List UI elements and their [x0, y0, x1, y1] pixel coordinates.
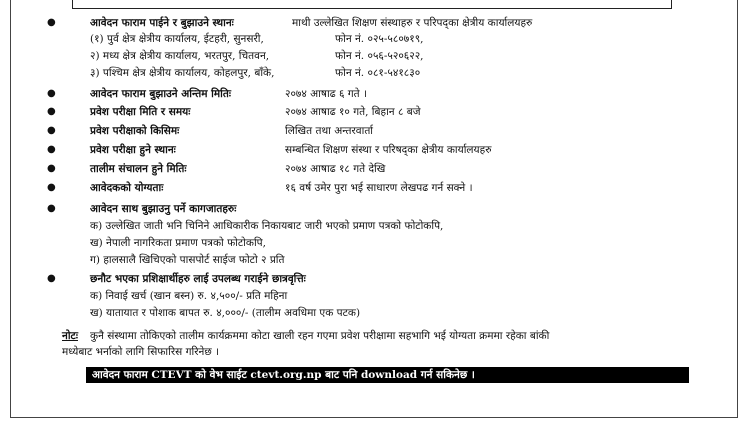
- download-banner: आवेदन फाराम CTEVT को वेभ साईट ctevt.org.np बाट पनि download गर्न सकिनेछ ।: [86, 367, 689, 383]
- item-value: माथी उल्लेखित शिक्षण संस्थाहरु र परिपद्का क्षेत्रीय कार्यालयहरु: [292, 17, 533, 29]
- bullet: ●: [47, 163, 56, 174]
- document-text: क) उल्लेखित जाती भनि चिनिने आधिकारीक निकायबाट जारी भएको प्रमाण पत्रको फोटोकपि,: [90, 220, 444, 232]
- document-text: ग) हालसालै खिचिएको पासपोर्ट साईज फोटो २ प्रति: [90, 254, 285, 266]
- item-label: छनौट भएका प्रशिक्षार्थीहरु लाई उपलब्ध गराईने छात्रवृत्तिः: [90, 273, 306, 285]
- item-label: प्रवेश परीक्षा मिति र समयः: [90, 106, 191, 118]
- scholarship-text: ख) यातायात र पोशाक बापत रु. ४,०००/- (तालीम अवधिमा एक पटक): [90, 307, 361, 319]
- office-phone: फोन नं. ०५६-५२०६२२,: [335, 50, 424, 62]
- table-edge: [72, 0, 672, 9]
- document-text: ख) नेपाली नागरिकता प्रमाण पत्रको फोटोकपि,: [90, 237, 266, 249]
- office-phone: फोन नं. ०८१-५४१८३०: [335, 67, 421, 79]
- item-label: आवेदन फाराम पाईने र बुझाउने स्थानः: [90, 17, 234, 29]
- note-text: कुनै संस्थामा तोकिएको तालीम कार्यक्रममा कोटा खाली रहन गएमा प्रवेश परीक्षामा सहभागि भई योग्यता क्रममा रहेका बांकी: [90, 330, 550, 342]
- note-text: मध्येबाट भर्नाको लागि सिफारिस गरिनेछ ।: [62, 346, 220, 358]
- item-label: आवेदन फाराम बुझाउने अन्तिम मितिः: [90, 88, 231, 100]
- item-value: २०७४ आषाढ १० गते, बिहान ८ बजे: [285, 106, 421, 118]
- item-label: आवेदन साथ बुझाउनु पर्ने कागजातहरुः: [90, 203, 237, 215]
- office-name: २) मध्य क्षेत्र क्षेत्रीय कार्यालय, भरतपुर, चितवन,: [90, 50, 270, 62]
- bullet: ●: [47, 17, 56, 28]
- item-value: सम्बन्धित शिक्षण संस्था र परिषद्का क्षेत्रीय कार्यालयहरु: [285, 144, 492, 156]
- item-value: लिखित तथा अन्तरवार्ता: [285, 125, 374, 137]
- office-name: (१) पुर्व क्षेत्र क्षेत्रीय कार्यालय, ईटहरी, सुनसरी,: [90, 33, 264, 45]
- item-value: २०७४ आषाढ १८ गते देखि: [285, 163, 386, 175]
- item-label: तालीम संचालन हुने मितिः: [90, 163, 187, 175]
- item-label: प्रवेश परीक्षा हुने स्थानः: [90, 144, 176, 156]
- bullet: ●: [47, 273, 56, 284]
- bullet: ●: [47, 125, 56, 136]
- office-name: ३) पश्चिम क्षेत्र क्षेत्रीय कार्यालय, कोहलपुर, बाँके,: [90, 67, 275, 79]
- bullet: ●: [47, 88, 56, 99]
- bullet: ●: [47, 203, 56, 214]
- item-label: आवेदकको योग्यताः: [90, 182, 164, 194]
- item-value: १६ वर्ष उमेर पुरा भई साधारण लेखपढ गर्न सक्ने ।: [285, 182, 473, 194]
- item-value: २०७४ आषाढ ६ गते ।: [285, 88, 367, 100]
- scholarship-text: क) निवाई खर्च (खान बस्न) रु. ४,५००/- प्रति महिना: [90, 290, 288, 302]
- bullet: ●: [47, 182, 56, 193]
- item-label: प्रवेश परीक्षाको किसिमः: [90, 125, 180, 137]
- note-label: नोटः: [62, 330, 78, 342]
- bullet: ●: [47, 106, 56, 117]
- office-phone: फोन नं. ०२५-५८०७१९,: [335, 33, 424, 45]
- bullet: ●: [47, 144, 56, 155]
